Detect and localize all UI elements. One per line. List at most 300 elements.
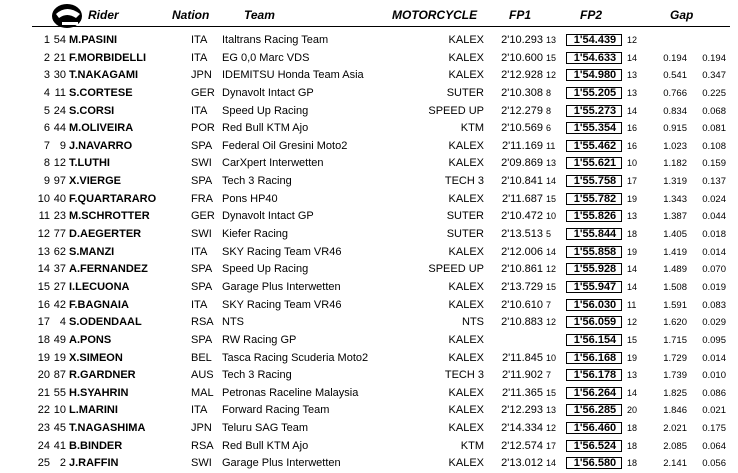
fp1-lap-cell: 13 (546, 35, 557, 45)
gap-previous-cell: 0.086 (702, 387, 726, 399)
nation-cell: SPA (191, 280, 213, 293)
table-row (0, 67, 738, 85)
nation-cell: ITA (191, 104, 208, 117)
fp1-lap-cell: 7 (546, 370, 552, 381)
gap-first-cell: 1.023 (663, 140, 687, 152)
team-cell: Tech 3 Racing (222, 175, 292, 188)
rider-name-cell: L.MARINI (69, 404, 118, 417)
motorcycle-cell: KTM (460, 122, 484, 135)
nation-cell: ITA (191, 298, 208, 311)
rider-name-cell: X.SIMEON (69, 351, 123, 364)
gap-first-cell: 1.419 (663, 246, 687, 258)
motorcycle-cell: KTM (460, 439, 484, 452)
motorcycle-cell: KALEX (448, 280, 484, 293)
nation-cell: RSA (191, 439, 214, 452)
position-cell: 17 (37, 316, 50, 329)
header-motorcycle: MOTORCYCLE (392, 8, 478, 22)
header-fp1: FP1 (509, 8, 532, 22)
table-row (0, 420, 738, 438)
fp2-time-cell: 1'54.439 (573, 34, 617, 46)
gap-first-cell: 0.915 (663, 123, 687, 135)
motorcycle-cell: TECH 3 (444, 175, 484, 188)
table-row (0, 314, 738, 332)
fp1-lap-cell: 12 (546, 70, 557, 81)
motorcycle-cell: KALEX (448, 192, 484, 205)
gap-previous-cell: 0.044 (702, 211, 726, 223)
gap-previous-cell: 0.064 (702, 440, 726, 452)
fp2-time-cell: 1'54.980 (573, 69, 617, 82)
fp2-time-cell: 1'55.462 (573, 139, 617, 152)
team-cell: IDEMITSU Honda Team Asia (222, 69, 364, 82)
fp1-time-cell: 2'09.869 (501, 157, 543, 170)
gap-previous-cell: 0.081 (702, 123, 726, 135)
motorcycle-cell: KALEX (448, 69, 484, 82)
table-row (0, 402, 738, 420)
gap-previous-cell: 0.137 (702, 176, 726, 188)
fp1-lap-cell: 8 (546, 87, 552, 98)
fp2-lap-cell: 11 (627, 299, 637, 310)
position-cell: 24 (37, 439, 50, 452)
gap-previous-cell: 0.083 (702, 299, 726, 311)
gap-previous-cell: 0.159 (702, 158, 726, 170)
gap-previous-cell: 0.021 (702, 405, 726, 417)
position-cell: 10 (37, 192, 50, 205)
fp2-time-cell: 1'55.826 (573, 210, 617, 223)
nation-cell: ITA (191, 34, 208, 46)
fp2-lap-cell: 14 (627, 264, 638, 275)
fp2-lap-cell: 12 (627, 317, 638, 328)
gap-first-cell: 1.620 (663, 317, 687, 329)
table-row (0, 332, 738, 350)
fp1-lap-cell: 8 (546, 105, 552, 116)
team-cell: Garage Plus Interwetten (222, 280, 341, 293)
table-row (0, 191, 738, 209)
rider-number-cell: 4 (59, 316, 66, 329)
motorcycle-cell: KALEX (448, 157, 484, 170)
rider-number-cell: 21 (53, 51, 66, 64)
gap-first-cell: 1.825 (663, 387, 687, 399)
gap-previous-cell: 0.014 (702, 352, 726, 364)
fp2-time-cell: 1'56.154 (573, 333, 617, 346)
nation-cell: SPA (191, 263, 213, 276)
rider-name-cell: R.GARDNER (69, 369, 136, 382)
position-cell: 15 (37, 280, 50, 293)
rider-number-cell: 45 (53, 422, 66, 435)
fp1-lap-cell: 14 (546, 176, 557, 187)
table-row (0, 226, 738, 244)
team-cell: Garage Plus Interwetten (222, 457, 341, 470)
fp2-lap-cell: 19 (627, 193, 638, 204)
rider-name-cell: S.MANZI (69, 245, 115, 258)
motorcycle-cell: KALEX (448, 386, 484, 399)
rider-name-cell: J.NAVARRO (69, 139, 133, 152)
fp1-lap-cell: 11 (546, 140, 556, 151)
nation-cell: JPN (191, 69, 212, 82)
table-row (0, 279, 738, 297)
gap-previous-cell: 0.029 (702, 317, 726, 329)
rider-name-cell: X.VIERGE (69, 175, 121, 188)
rider-number-cell: 77 (53, 228, 66, 241)
gap-first-cell: 0.834 (663, 105, 687, 117)
fp2-lap-cell: 14 (627, 281, 638, 292)
rider-number-cell: 97 (53, 175, 66, 188)
position-cell: 23 (37, 422, 50, 435)
rider-number-cell: 40 (53, 192, 66, 205)
gap-previous-cell: 0.056 (702, 458, 726, 470)
rider-name-cell: A.PONS (69, 333, 112, 346)
fp1-time-cell: 2'11.845 (501, 351, 543, 364)
motorcycle-cell: KALEX (448, 351, 484, 364)
rider-number-cell: 41 (53, 439, 66, 452)
rider-number-cell: 87 (53, 369, 66, 382)
team-cell: Italtrans Racing Team (222, 34, 329, 46)
fp2-lap-cell: 19 (627, 352, 638, 363)
gap-first-cell: 1.591 (663, 299, 687, 311)
nation-cell: POR (191, 122, 215, 135)
fp2-lap-cell: 16 (627, 123, 638, 134)
motorcycle-cell: KALEX (448, 139, 484, 152)
fp1-time-cell: 2'10.293 (501, 34, 543, 46)
nation-cell: BEL (191, 351, 212, 364)
rider-name-cell: T.NAKAGAMI (69, 69, 139, 82)
fp1-lap-cell: 5 (546, 229, 552, 240)
rider-name-cell: S.CORTESE (69, 86, 133, 99)
rider-number-cell: 10 (53, 404, 66, 417)
motorcycle-cell: SPEED UP (428, 263, 484, 276)
position-cell: 22 (37, 404, 50, 417)
fp1-lap-cell: 14 (546, 458, 557, 469)
position-cell: 1 (43, 34, 50, 46)
gap-previous-cell: 0.347 (702, 70, 726, 82)
rider-number-cell: 23 (53, 210, 66, 223)
gap-previous-cell: 0.010 (702, 370, 726, 382)
fp1-time-cell: 2'13.513 (501, 228, 543, 241)
table-row (0, 367, 738, 385)
nation-cell: SWI (191, 157, 212, 170)
gap-first-cell: 1.343 (663, 193, 687, 205)
motorcycle-cell: SUTER (446, 228, 484, 241)
fp2-lap-cell: 18 (627, 423, 638, 434)
rider-number-cell: 24 (53, 104, 66, 117)
fp2-time-cell: 1'55.858 (573, 245, 617, 258)
rider-number-cell: 27 (53, 280, 66, 293)
fp1-time-cell: 2'11.687 (501, 192, 543, 205)
fp2-lap-cell: 15 (627, 334, 638, 345)
gap-previous-cell: 0.024 (702, 193, 726, 205)
table-row (0, 32, 738, 50)
fp1-time-cell: 2'11.365 (501, 386, 543, 399)
fp1-lap-cell: 15 (546, 52, 557, 63)
fp1-lap-cell: 7 (546, 299, 552, 310)
gap-previous-cell: 0.068 (702, 105, 726, 117)
rider-name-cell: M.OLIVEIRA (69, 122, 134, 135)
position-cell: 14 (37, 263, 50, 276)
rider-name-cell: I.LECUONA (69, 280, 130, 293)
team-cell: Tech 3 Racing (222, 369, 292, 382)
team-cell: Petronas Raceline Malaysia (222, 386, 359, 399)
gap-first-cell: 1.846 (663, 405, 687, 417)
fp1-lap-cell: 15 (546, 281, 557, 292)
fp2-time-cell: 1'56.030 (573, 298, 617, 311)
nation-cell: GER (191, 86, 215, 99)
table-row (0, 297, 738, 315)
rider-number-cell: 19 (53, 351, 66, 364)
position-cell: 18 (37, 333, 50, 346)
team-cell: Speed Up Racing (222, 263, 309, 276)
gap-previous-cell: 0.225 (702, 87, 726, 99)
fp1-time-cell: 2'11.902 (501, 369, 543, 382)
gap-first-cell: 1.508 (663, 281, 687, 293)
table-row (0, 244, 738, 262)
fp2-time-cell: 1'55.947 (573, 280, 617, 293)
team-cell: Teluru SAG Team (222, 422, 309, 435)
fp2-lap-cell: 16 (627, 140, 638, 151)
rider-name-cell: S.CORSI (69, 104, 115, 117)
nation-cell: GER (191, 210, 215, 223)
motorcycle-cell: KALEX (448, 51, 484, 64)
fp2-lap-cell: 14 (627, 52, 638, 63)
fp2-lap-cell: 13 (627, 70, 638, 81)
team-cell: EG 0,0 Marc VDS (222, 51, 310, 64)
position-cell: 4 (43, 86, 50, 99)
team-cell: Red Bull KTM Ajo (222, 439, 309, 452)
fp1-time-cell: 2'12.293 (501, 404, 543, 417)
header-rider: Rider (88, 8, 119, 22)
gap-previous-cell: 0.108 (702, 140, 726, 152)
motorcycle-cell: SUTER (446, 86, 484, 99)
nation-cell: SWI (191, 228, 212, 241)
fp1-lap-cell: 10 (546, 352, 557, 363)
motorcycle-cell: KALEX (448, 245, 484, 258)
team-cell: Red Bull KTM Ajo (222, 122, 309, 135)
position-cell: 13 (37, 245, 50, 258)
fp1-lap-cell: 12 (546, 264, 557, 275)
fp1-lap-cell: 13 (546, 158, 557, 169)
position-cell: 12 (37, 228, 50, 241)
table-row (0, 350, 738, 368)
fp2-lap-cell: 13 (627, 87, 638, 98)
fp1-time-cell: 2'10.883 (501, 316, 543, 329)
rider-name-cell: B.BINDER (69, 439, 123, 452)
fp2-lap-cell: 10 (627, 158, 638, 169)
position-cell: 6 (43, 122, 50, 135)
fp1-time-cell: 2'10.308 (501, 86, 543, 99)
fp1-time-cell: 2'12.928 (501, 69, 543, 82)
rider-name-cell: T.NAGASHIMA (69, 422, 146, 435)
rider-name-cell: J.RAFFIN (69, 457, 119, 470)
rider-name-cell: S.ODENDAAL (69, 316, 142, 329)
rider-name-cell: M.PASINI (69, 34, 118, 46)
gap-first-cell: 2.141 (663, 458, 687, 470)
fp2-lap-cell: 13 (627, 370, 638, 381)
fp1-time-cell: 2'10.841 (501, 175, 543, 188)
gap-first-cell: 1.319 (663, 176, 687, 188)
fp1-lap-cell: 15 (546, 193, 557, 204)
fp1-time-cell: 2'12.006 (501, 245, 543, 258)
motorcycle-cell: NTS (462, 316, 484, 329)
rider-name-cell: H.SYAHRIN (69, 386, 129, 399)
motorcycle-cell: TECH 3 (444, 369, 484, 382)
position-cell: 9 (43, 175, 50, 188)
fp2-time-cell: 1'56.059 (573, 316, 617, 329)
fp2-time-cell: 1'55.928 (573, 263, 617, 276)
fp2-time-cell: 1'56.460 (573, 422, 617, 435)
fp2-lap-cell: 18 (627, 458, 638, 469)
fp2-time-cell: 1'54.633 (573, 51, 617, 64)
fp1-time-cell: 2'14.334 (501, 422, 543, 435)
team-cell: Dynavolt Intact GP (222, 210, 314, 223)
gap-first-cell: 1.182 (663, 158, 687, 170)
rider-name-cell: T.LUTHI (69, 157, 110, 170)
gap-previous-cell: 0.194 (702, 52, 726, 64)
fp2-time-cell: 1'56.178 (573, 369, 617, 382)
position-cell: 21 (37, 386, 50, 399)
team-cell: RW Racing GP (222, 333, 297, 346)
header-fp2: FP2 (580, 8, 603, 22)
team-cell: Kiefer Racing (222, 228, 289, 241)
rider-number-cell: 12 (53, 157, 66, 170)
gap-first-cell: 0.194 (663, 52, 687, 64)
motorcycle-cell: KALEX (448, 422, 484, 435)
fp2-lap-cell: 13 (627, 211, 638, 222)
rider-number-cell: 11 (54, 86, 66, 99)
fp2-time-cell: 1'55.844 (573, 228, 617, 241)
position-cell: 2 (43, 51, 50, 64)
fp2-lap-cell: 18 (627, 229, 638, 240)
fp1-time-cell: 2'10.472 (501, 210, 543, 223)
motorcycle-cell: KALEX (448, 333, 484, 346)
fp2-lap-cell: 14 (627, 387, 638, 398)
table-row (0, 50, 738, 68)
table-row (0, 208, 738, 226)
team-cell: Tasca Racing Scuderia Moto2 (222, 351, 369, 364)
fp2-time-cell: 1'56.285 (573, 404, 617, 417)
fp2-time-cell: 1'56.264 (573, 386, 617, 399)
fp2-time-cell: 1'55.621 (573, 157, 617, 170)
fp2-lap-cell: 19 (627, 246, 638, 257)
position-cell: 20 (37, 369, 50, 382)
fp2-time-cell: 1'55.205 (573, 86, 617, 99)
fp1-time-cell: 2'10.569 (501, 122, 543, 135)
motorcycle-cell: SPEED UP (428, 104, 484, 117)
fp2-lap-cell: 18 (627, 440, 638, 451)
nation-cell: SPA (191, 333, 213, 346)
nation-cell: AUS (191, 369, 214, 382)
fp1-time-cell: 2'12.574 (501, 439, 543, 452)
gap-first-cell: 2.021 (663, 423, 687, 435)
gap-previous-cell: 0.070 (702, 264, 726, 276)
nation-cell: RSA (191, 316, 214, 329)
rider-number-cell: 42 (53, 298, 66, 311)
nation-cell: MAL (191, 386, 214, 399)
nation-cell: ITA (191, 51, 208, 64)
gap-previous-cell: 0.175 (702, 423, 726, 435)
position-cell: 16 (37, 298, 50, 311)
position-cell: 7 (43, 139, 50, 152)
fp2-time-cell: 1'56.168 (573, 351, 617, 364)
table-row (0, 261, 738, 279)
team-cell: SKY Racing Team VR46 (222, 298, 342, 311)
table-row (0, 103, 738, 121)
nation-cell: ITA (191, 404, 208, 417)
header-divider (32, 26, 730, 27)
rider-name-cell: M.SCHROTTER (69, 210, 150, 223)
team-cell: Forward Racing Team (222, 404, 330, 417)
motorcycle-cell: KALEX (448, 298, 484, 311)
fp2-lap-cell: 14 (627, 105, 638, 116)
fp1-lap-cell: 14 (546, 246, 557, 257)
rider-name-cell: F.BAGNAIA (69, 298, 129, 311)
team-cell: Dynavolt Intact GP (222, 86, 314, 99)
rider-number-cell: 44 (53, 122, 66, 135)
fp1-lap-cell: 13 (546, 405, 557, 416)
gap-previous-cell: 0.095 (702, 334, 726, 346)
gap-first-cell: 0.766 (663, 87, 687, 99)
fp1-time-cell: 2'10.610 (501, 298, 543, 311)
fp2-lap-cell: 12 (627, 35, 638, 45)
rider-name-cell: F.MORBIDELLI (69, 51, 146, 64)
gap-first-cell: 1.489 (663, 264, 687, 276)
rider-name-cell: F.QUARTARARO (69, 192, 157, 205)
header-gap: Gap (670, 8, 694, 22)
nation-cell: SPA (191, 139, 213, 152)
header-team: Team (244, 8, 275, 22)
rider-number-cell: 30 (53, 69, 66, 82)
team-cell: NTS (222, 316, 244, 329)
table-row (0, 438, 738, 456)
results-table (0, 32, 738, 473)
nation-cell: FRA (191, 192, 213, 205)
fp1-lap-cell: 12 (546, 317, 557, 328)
rider-name-cell: A.FERNANDEZ (69, 263, 148, 276)
motorcycle-cell: KALEX (448, 34, 484, 46)
nation-cell: JPN (191, 422, 212, 435)
fp1-lap-cell: 15 (546, 387, 557, 398)
team-cell: Federal Oil Gresini Moto2 (222, 139, 348, 152)
gap-first-cell: 1.387 (663, 211, 687, 223)
team-cell: SKY Racing Team VR46 (222, 245, 342, 258)
fp2-time-cell: 1'55.782 (573, 192, 617, 205)
table-row (0, 120, 738, 138)
fp2-time-cell: 1'55.758 (573, 175, 617, 188)
nation-cell: ITA (191, 245, 208, 258)
table-row (0, 155, 738, 173)
fp1-lap-cell: 12 (546, 423, 557, 434)
gap-first-cell: 1.715 (663, 334, 687, 346)
gap-previous-cell: 0.019 (702, 281, 726, 293)
motorcycle-cell: SUTER (446, 210, 484, 223)
fp1-time-cell: 2'13.729 (501, 280, 543, 293)
fp2-time-cell: 1'56.524 (573, 439, 617, 452)
fp1-time-cell: 2'10.861 (501, 263, 543, 276)
nation-cell: SWI (191, 457, 212, 470)
fp2-lap-cell: 20 (627, 405, 638, 416)
fp1-time-cell: 2'13.012 (501, 457, 543, 470)
fp1-time-cell: 2'12.279 (501, 104, 543, 117)
table-row (0, 455, 738, 473)
fp2-time-cell: 1'55.354 (573, 122, 617, 135)
table-row (0, 173, 738, 191)
fp1-lap-cell: 10 (546, 211, 557, 222)
gap-first-cell: 0.541 (663, 70, 687, 82)
motorcycle-cell: KALEX (448, 404, 484, 417)
gap-first-cell: 2.085 (663, 440, 687, 452)
fp2-lap-cell: 17 (627, 176, 638, 187)
gap-first-cell: 1.739 (663, 370, 687, 382)
position-cell: 19 (37, 351, 50, 364)
gap-previous-cell: 0.014 (702, 246, 726, 258)
rider-number-cell: 9 (59, 139, 66, 152)
